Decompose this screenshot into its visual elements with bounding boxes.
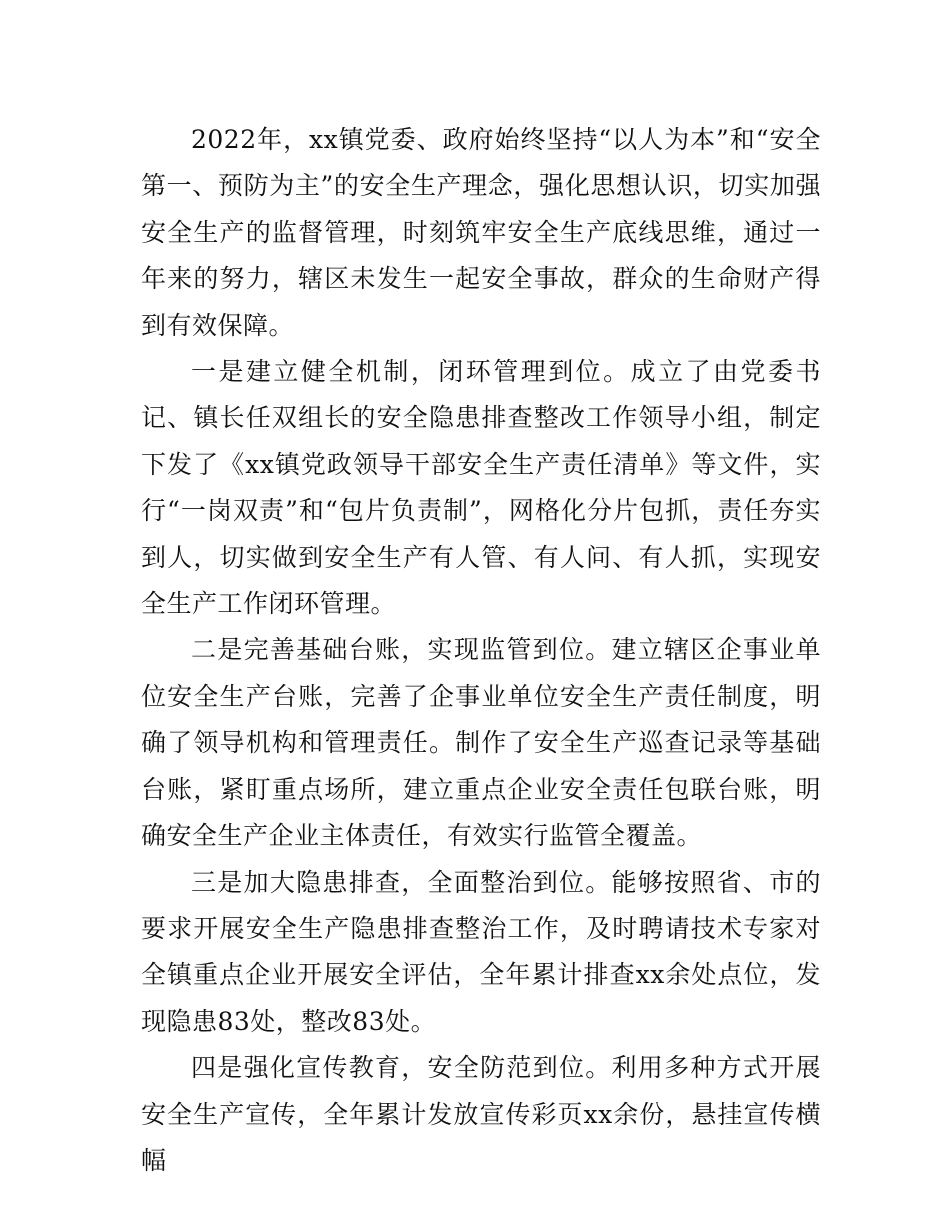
document-body [141, 117, 821, 1184]
paragraph-ledger: 二是完善基础台账，实现监管到位。建立辖区企事业单位安全生产台账，完善了企事业单位安全生产责任制度，明确了领导机构和管理责任。制作了安全生产巡查记录等基础台账，紧盯重点场所，建立重点企业安全责任包联台账，明确安全生产企业主体责任，有效实行监管全覆盖。 [141, 635, 821, 851]
paragraph-mechanism: 一是建立健全机制，闭环管理到位。成立了由党委书记、镇长任双组长的安全隐患排查整改工作领导小组，制定下发了《xx镇党政领导干部安全生产责任清单》等文件，实行“一岗双责”和“包片负责制”，网格化分片包抓，责任夯实到人，切实做到安全生产有人管、有人问、有人抓，实现安全生产工作闭环管理。 [141, 357, 821, 619]
paragraph-publicity: 四是强化宣传教育，安全防范到位。利用多种方式开展安全生产宣传，全年累计发放宣传彩页xx余份，悬挂宣传横幅 [141, 1053, 821, 1175]
paragraph-inspection: 三是加大隐患排查，全面整治到位。能够按照省、市的要求开展安全生产隐患排查整治工作，及时聘请技术专家对全镇重点企业开展安全评估，全年累计排查xx余处点位，发现隐患83处，整改83处。 [141, 867, 821, 1036]
paragraph-intro: 2022年，xx镇党委、政府始终坚持“以人为本”和“安全第一、预防为主”的安全生产理念，强化思想认识，切实加强安全生产的监督管理，时刻筑牢安全生产底线思维，通过一年来的努力，辖区未发生一起安全事故，群众的生命财产得到有效保障。 [141, 125, 821, 340]
